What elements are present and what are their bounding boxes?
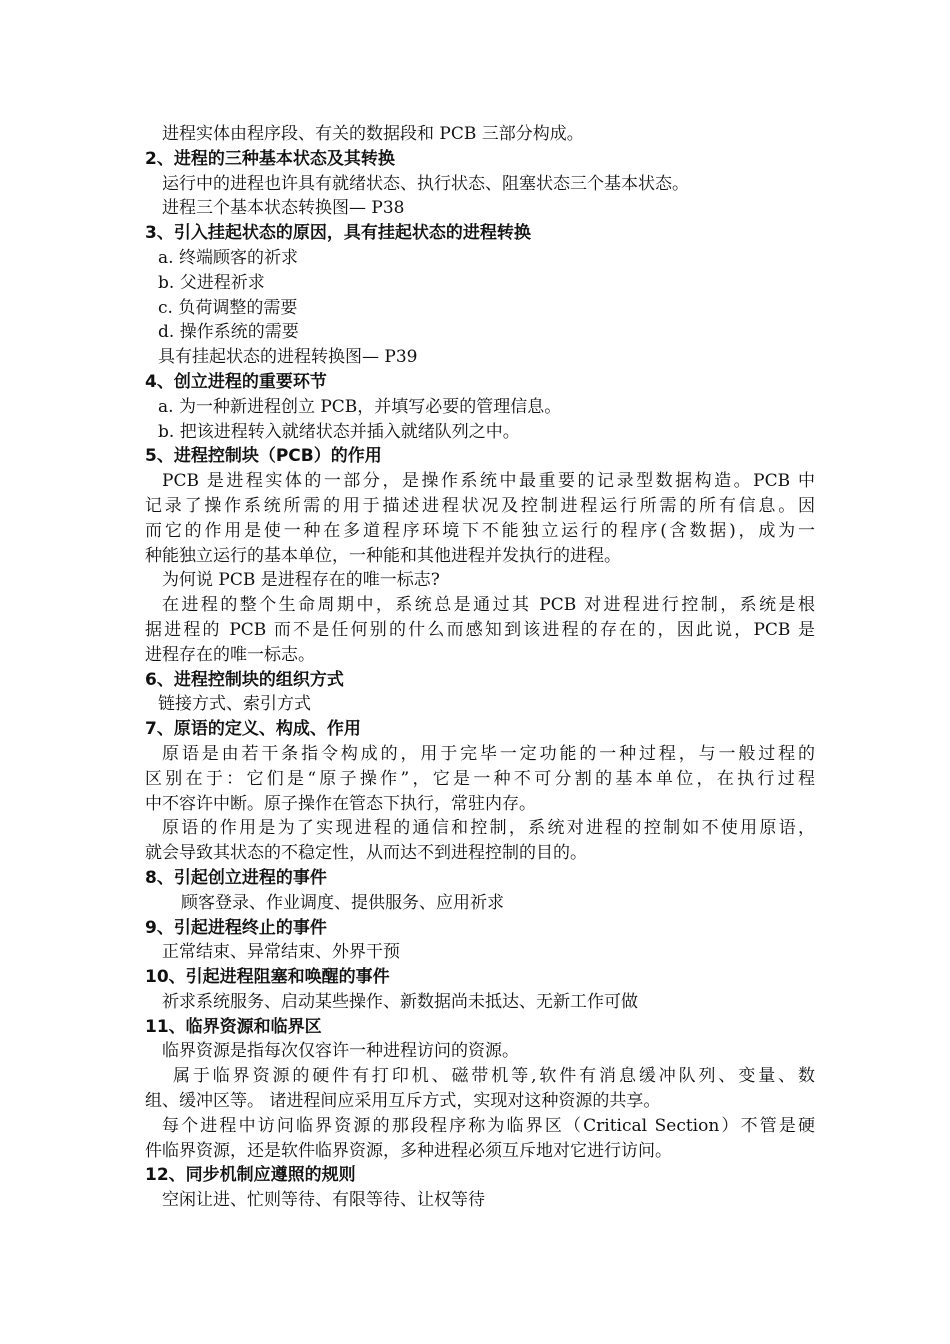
- list-item: a. 为一种新进程创立 PCB，并填写必要的管理信息。: [158, 396, 562, 417]
- paragraph-line: 据进程的 PCB 而不是任何别的什么而感知到该进程的存在的，因此说，PCB 是: [145, 619, 815, 640]
- paragraph: [145, 1114, 815, 1164]
- section-heading-3: 3、引入挂起状态的原因，具有挂起状态的进程转换: [145, 223, 531, 244]
- text-line: 祈求系统服务、启动某些操作、新数据尚未抵达、无新工作可做: [162, 991, 638, 1012]
- text-line: 正常结束、异常结束、外界干预: [162, 942, 400, 963]
- paragraph-line: 中不容许中断。原子操作在管态下执行，常驻内存。: [145, 793, 536, 814]
- paragraph-line: 记录了操作系统所需的用于描述进程状况及控制进程运行所需的所有信息。因: [145, 495, 815, 516]
- section-heading-12: 12、同步机制应遵照的规则: [145, 1165, 356, 1186]
- paragraph-line: 就会导致其状态的不稳定性，从而达不到进程控制的目的。: [145, 843, 587, 864]
- list-item: d. 操作系统的需要: [158, 322, 299, 343]
- section-heading-6: 6、进程控制块的组织方式: [145, 669, 344, 690]
- paragraph-line: 在进程的整个生命周期中，系统总是通过其 PCB 对进程进行控制，系统是根: [162, 595, 815, 616]
- section-heading-8: 8、引起创立进程的事件: [145, 867, 327, 888]
- paragraph-line: 种能独立运行的基本单位，一种能和其他进程并发执行的进程。: [145, 545, 621, 566]
- text-line: 链接方式、索引方式: [158, 694, 311, 715]
- paragraph: [145, 816, 815, 866]
- text-line: 进程三个基本状态转换图— P38: [162, 198, 405, 219]
- paragraph: [145, 1064, 815, 1114]
- paragraph-line: 属于临界资源的硬件有打印机、磁带机等,软件有消息缓冲队列、变量、数: [173, 1066, 815, 1087]
- text-line: 临界资源是指每次仅容许一种进程访问的资源。: [162, 1041, 519, 1062]
- paragraph-line: 原语是由若干条指令构成的，用于完毕一定功能的一种过程，与一般过程的: [162, 743, 815, 764]
- section-heading-7: 7、原语的定义、构成、作用: [145, 719, 361, 740]
- paragraph: [145, 593, 815, 667]
- text-line: 具有挂起状态的进程转换图— P39: [158, 347, 418, 368]
- list-item: b. 把该进程转入就绪状态并插入就绪队列之中。: [158, 421, 520, 442]
- paragraph: [145, 469, 815, 568]
- text-line: 顾客登录、作业调度、提供服务、应用祈求: [181, 892, 504, 913]
- section-heading-4: 4、创立进程的重要环节: [145, 371, 327, 392]
- list-item: b. 父进程祈求: [158, 272, 265, 293]
- paragraph-line: 每个进程中访问临界资源的那段程序称为临界区（Critical Section）不管是硬: [162, 1115, 815, 1136]
- paragraph-line: 组、缓冲区等。 诸进程间应采用互斥方式，实现对这种资源的共享。: [145, 1091, 661, 1112]
- text-line: 运行中的进程也许具有就绪状态、执行状态、阻塞状态三个基本状态。: [162, 173, 689, 194]
- section-heading-11: 11、临界资源和临界区: [145, 1016, 322, 1037]
- paragraph-line: 原语的作用是为了实现进程的通信和控制，系统对进程的控制如不使用原语，: [162, 818, 815, 839]
- paragraph-line: PCB 是进程实体的一部分，是操作系统中最重要的记录型数据构造。PCB 中: [162, 471, 815, 492]
- paragraph: [145, 742, 815, 816]
- paragraph-line: 件临界资源，还是软件临界资源，多种进程必须互斥地对它进行访问。: [145, 1140, 672, 1161]
- paragraph-line: 进程存在的唯一标志。: [145, 644, 315, 665]
- document-page: [145, 122, 815, 1213]
- paragraph-line: 区别在于：它们是“原子操作”，它是一种不可分割的基本单位，在执行过程: [145, 768, 815, 789]
- section-heading-2: 2、进程的三种基本状态及其转换: [145, 148, 395, 169]
- section-heading-9: 9、引起进程终止的事件: [145, 917, 327, 938]
- text-line: 为何说 PCB 是进程存在的唯一标志?: [162, 570, 440, 591]
- paragraph-line: 而它的作用是使一种在多道程序环境下不能独立运行的程序(含数据)，成为一: [145, 520, 815, 541]
- text-line: 空闲让进、忙则等待、有限等待、让权等待: [162, 1190, 485, 1211]
- list-item: c. 负荷调整的需要: [158, 297, 298, 318]
- list-item: a. 终端顾客的祈求: [158, 247, 298, 268]
- section-heading-5: 5、进程控制块（PCB）的作用: [145, 446, 382, 467]
- text-line: 进程实体由程序段、有关的数据段和 PCB 三部分构成。: [162, 124, 584, 144]
- section-heading-10: 10、引起进程阻塞和唤醒的事件: [145, 967, 390, 988]
